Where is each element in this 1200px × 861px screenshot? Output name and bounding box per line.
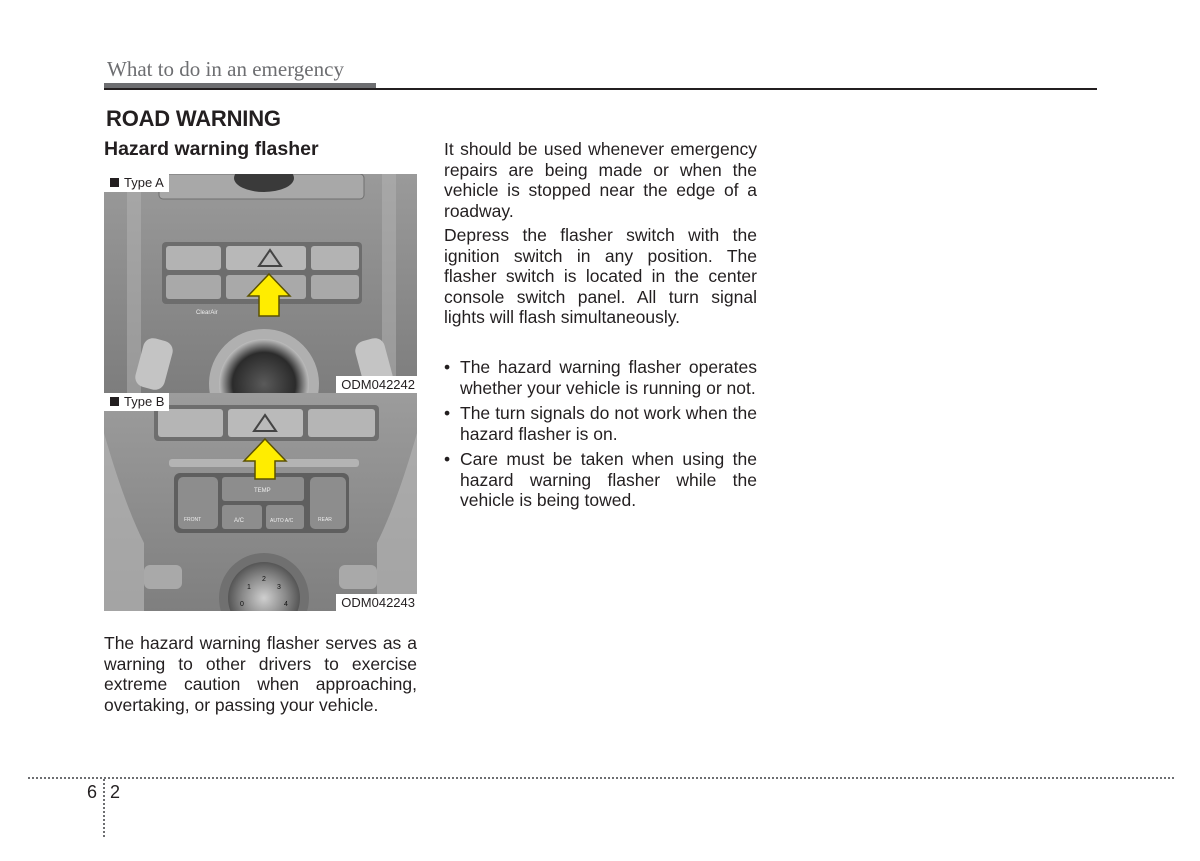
header-rule [104,88,1097,90]
figure-code-b: ODM042243 [336,594,417,611]
rear-label: REAR [318,517,332,523]
temp-label: TEMP [254,488,271,494]
usage-paragraph: It should be used whenever emergency repairs are being made or when the vehicle is stopped near the edge of a roadway. [444,139,757,221]
section-header: What to do in an emergency [107,57,344,81]
page-title: ROAD WARNING [106,106,281,131]
page-number: 2 [110,782,121,802]
figure-type-label-b: Type B [104,393,169,411]
figure-type-b [104,393,417,611]
footer-rule [28,777,1174,779]
square-bullet-icon [110,178,119,187]
front-label: FRONT [184,517,202,523]
figure-type-a [104,174,417,393]
hazard-switch-illustration-a [104,174,417,393]
notes-list [444,357,757,516]
dial-number-0: 0 [240,601,244,608]
section-subtitle: Hazard warning flasher [104,138,319,160]
chapter-number: 6 [87,782,98,802]
dial-number-2: 2 [262,576,266,583]
operation-paragraph: Depress the flasher switch with the ignition switch in any position. The flasher switch is located in the center console switch panel. All turn signal lights will flash simultaneously. [444,225,757,327]
square-bullet-icon [110,397,119,406]
clearair-label: ClearAir [196,310,218,316]
dial-number-3: 3 [277,584,281,591]
dial-number-1: 1 [247,584,251,591]
footer-divider [103,779,105,837]
list-item: • The hazard warning flasher operates whether your vehicle is running or not. [444,357,757,398]
ac-label: A/C [234,518,245,524]
figure-type-label-a: Type A [104,174,169,192]
list-item: • Care must be taken when using the hazard warning flasher while the vehicle is being towed. [444,449,757,511]
figure-code-a: ODM042242 [336,376,417,393]
intro-paragraph: The hazard warning flasher serves as a warning to other drivers to exercise extreme caution when approaching, overtaking, or passing your vehicle. [104,633,417,715]
auto-ac-label: AUTO A/C [270,518,294,524]
dial-number-4: 4 [284,601,288,608]
hazard-switch-illustration-b [104,393,417,611]
list-item: • The turn signals do not work when the hazard flasher is on. [444,403,757,444]
